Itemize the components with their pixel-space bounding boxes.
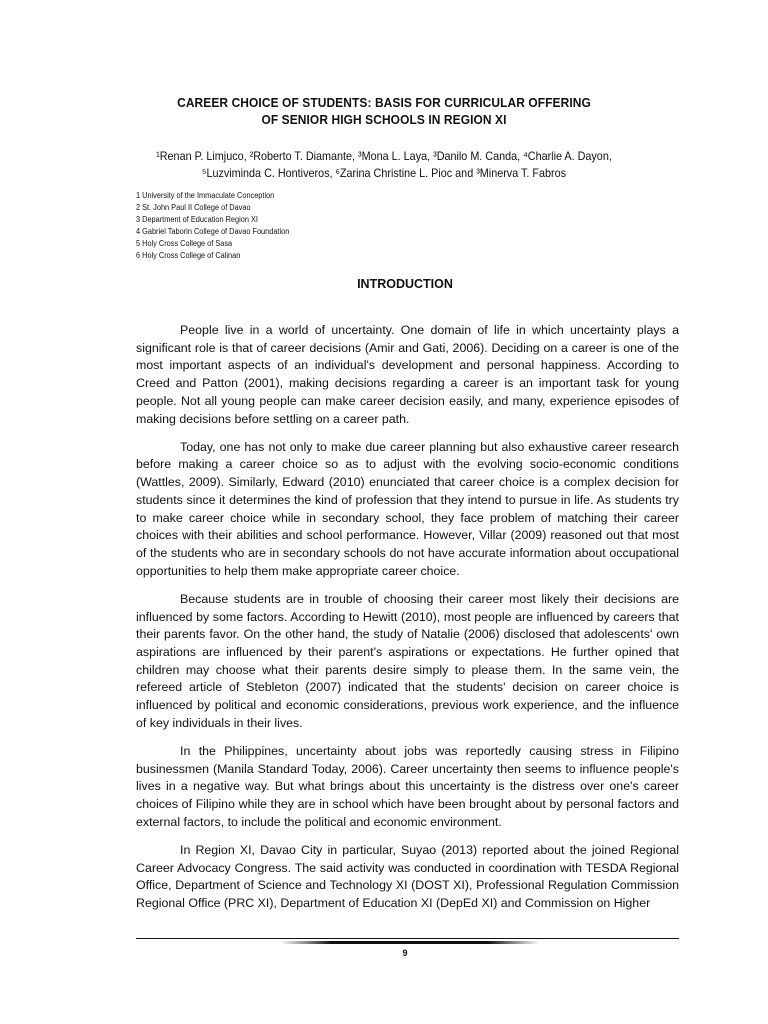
authors-line-1: ¹Renan P. Limjuco, ²Roberto T. Diamante, ³Mona L. Laya, ³Danilo M. Canda, ⁴Charlie A. Dayon, (156, 149, 612, 163)
affiliation-item: 5 Holy Cross College of Sasa (136, 239, 233, 248)
section-heading-introduction: INTRODUCTION (357, 277, 453, 291)
paragraph: People live in a world of uncertainty. One domain of life in which uncertainty plays a significant role is that of career decisions (Amir and Gati, 2006). Deciding on a career is one of the most important aspects of an individual's development and personal happiness. According to Creed and Patton (2001), making decisions regarding a career is an important task for young people. Not all young people can make career decision easily, and many, experience episodes of making decisions before settling on a career path. (136, 323, 679, 426)
author-list (0, 148, 768, 182)
affiliation-item: 3 Department of Education Region XI (136, 215, 258, 224)
footer-decorative-bar (280, 941, 540, 944)
page-number: 9 (402, 948, 408, 958)
paper-title (0, 94, 768, 128)
paragraph: Because students are in trouble of choosing their career most likely their decisions are influenced by some factors. According to Hewitt (2010), most people are influenced by careers that their parents favor. On the other hand, the study of Natalie (2006) disclosed that adolescents' own aspirations are influenced by their parent's aspirations or expectations. He further opined that children may choose what their parents desire simply to please them. In the same vein, the refereed article of Stebleton (2007) indicated that the students' decision on career choice is influenced by political and economic considerations, previous work experience, and the influence of key individuals in their lives. (136, 591, 679, 730)
title-line-2: OF SENIOR HIGH SCHOOLS IN REGION XI (261, 112, 507, 127)
affiliation-item: 1 University of the Immaculate Conception (136, 191, 275, 200)
paragraph: Today, one has not only to make due career planning but also exhaustive career research before making a career choice so as to adjust with the evolving socio-economic conditions (Wattles, 2009). Similarly, Edward (2010) enunciated that career choice is a complex decision for students since it determines the kind of profession that they intend to pursue in life. As students try to make career choice while in secondary school, they face problem of matching their career choices with their abilities and school performance. However, Villar (2009) reasoned out that most of the students who are in secondary schools do not have accurate information about occupational opportunities to help them make appropriate career choice. (136, 439, 679, 578)
title-line-1: CAREER CHOICE OF STUDENTS: BASIS FOR CURRICULAR OFFERING (177, 95, 591, 110)
affiliation-item: 2 St. John Paul II College of Davao (136, 203, 251, 212)
paragraph: In Region XI, Davao City in particular, Suyao (2013) reported about the joined Regional Career Advocacy Congress. The said activity was conducted in coordination with TESDA Regional Office, Department of Science and Technology XI (DOST XI), Professional Regulation Commission Regional Office (PRC XI), Department of Education XI (DepEd XI) and Commission on Higher (136, 842, 679, 911)
body-text (136, 322, 679, 923)
authors-line-2: ⁵Luzviminda C. Hontiveros, ⁶Zarina Christine L. Pioc and ³Minerva T. Fabros (201, 166, 567, 180)
affiliation-item: 4 Gabriel Taborin College of Davao Foundation (136, 227, 290, 236)
affiliation-item: 6 Holy Cross College of Calinan (136, 251, 241, 260)
paragraph: In the Philippines, uncertainty about jobs was reportedly causing stress in Filipino businessmen (Manila Standard Today, 2006). Career uncertainty then seems to influence people's lives in a negative way. But what brings about this uncertainty is the distress over one's career choices of Filipino while they are in school which have been brought about by personal factors and external factors, to include the political and economic environment. (136, 743, 679, 829)
affiliation-list (136, 190, 396, 262)
footer-divider (136, 938, 679, 939)
